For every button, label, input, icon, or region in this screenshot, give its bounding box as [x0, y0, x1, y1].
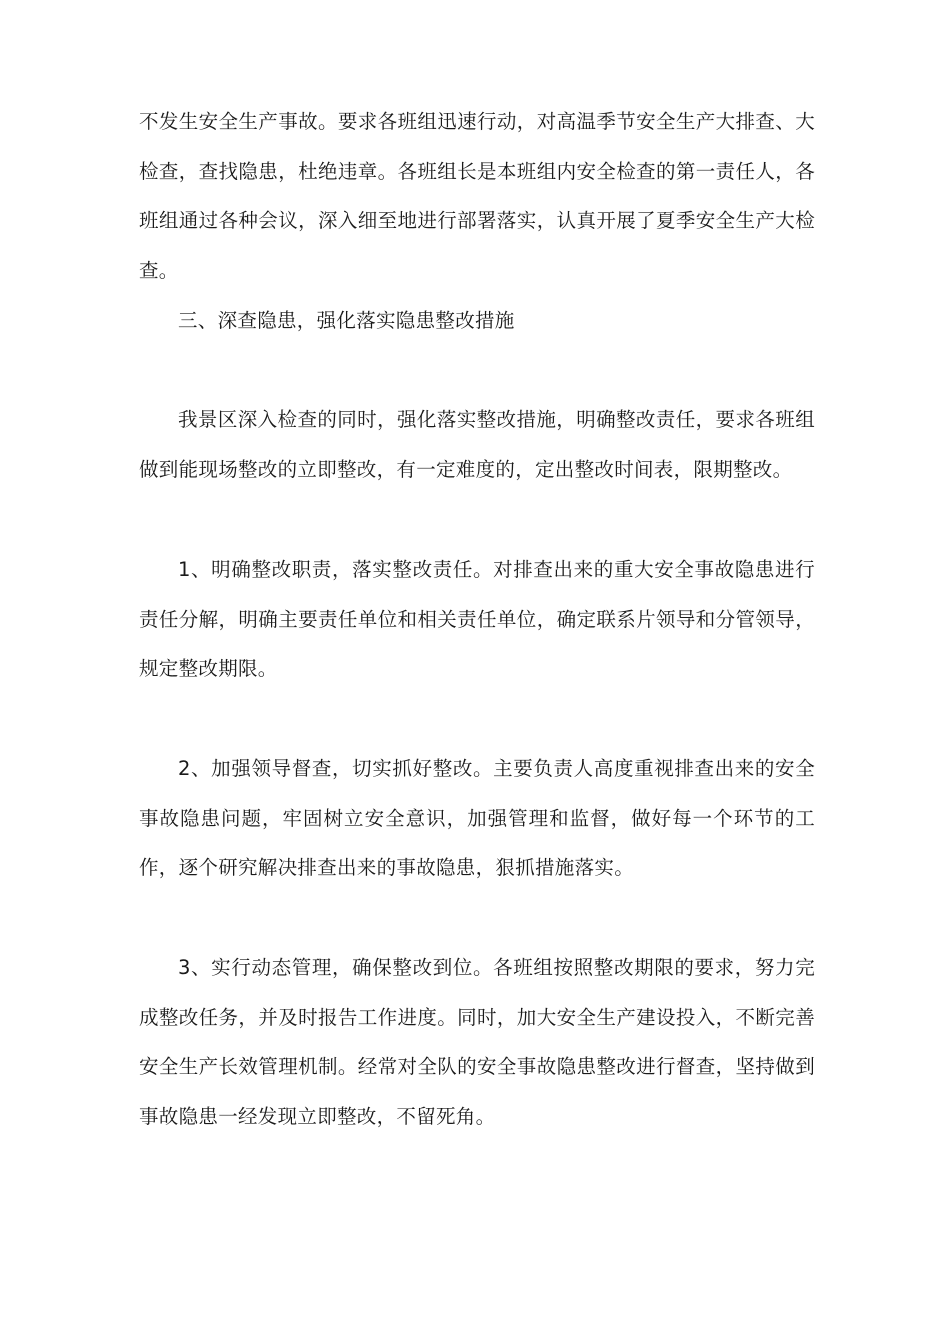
paragraph-item-3: 3、实行动态管理，确保整改到位。各班组按照整改期限的要求，努力完成整改任务，并及时报告工作进度。同时，加大安全生产建设投入，不断完善安全生产长效管理机制。经常对全队的安全事故隐患整改进行督查，坚持做到事故隐患一经发现立即整改，不留死角。	[139, 956, 815, 1128]
paragraph-item-2: 2、加强领导督查，切实抓好整改。主要负责人高度重视排查出来的安全事故隐患问题，牢固树立安全意识，加强管理和监督，做好每一个环节的工作，逐个研究解决排查出来的事故隐患，狠抓措施落实。	[139, 757, 815, 879]
paragraph-item-1: 1、明确整改职责，落实整改责任。对排查出来的重大安全事故隐患进行责任分解，明确主要责任单位和相关责任单位，确定联系片领导和分管领导，规定整改期限。	[139, 558, 815, 680]
paragraph-continuation: 不发生安全生产事故。要求各班组迅速行动，对高温季节安全生产大排查、大检查，查找隐患，杜绝违章。各班组长是本班组内安全检查的第一责任人，各班组通过各种会议，深入细至地进行部署落实，认真开展了夏季安全生产大检查。	[139, 110, 815, 282]
paragraph-intro: 我景区深入检查的同时，强化落实整改措施，明确整改责任，要求各班组做到能现场整改的立即整改，有一定难度的，定出整改时间表，限期整改。	[139, 408, 815, 481]
section-heading: 三、深查隐患，强化落实隐患整改措施	[178, 309, 515, 332]
